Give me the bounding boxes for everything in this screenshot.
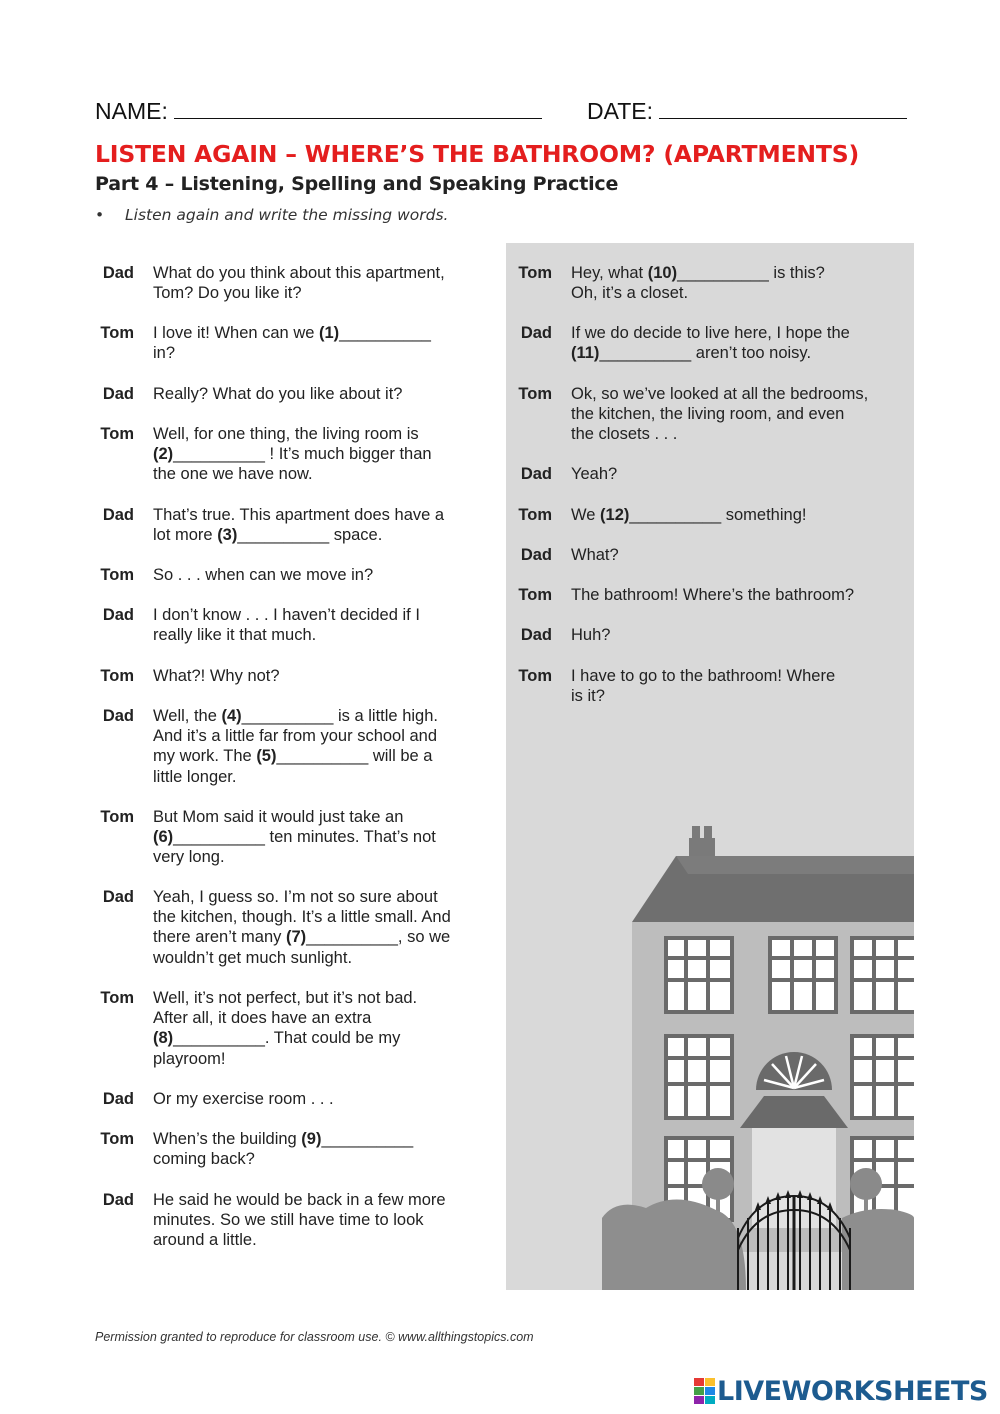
speaker-label: Dad (102, 506, 134, 524)
dialogue-text: really like it that much. (153, 626, 317, 645)
dialogue-text: Or my exercise room . . . (153, 1090, 334, 1108)
dialogue-line (571, 505, 806, 525)
dialogue-text: lot more (153, 526, 218, 545)
dialogue-text: playroom! (153, 1049, 226, 1068)
logo-tile (694, 1396, 704, 1404)
dialogue-line (153, 907, 451, 927)
answer-blank[interactable]: __________ will be a (276, 747, 433, 766)
dialogue-line (153, 847, 225, 867)
answer-blank[interactable]: __________ something! (629, 506, 807, 524)
logo-tile (694, 1378, 704, 1386)
blank-number: (5) (256, 747, 277, 766)
dialogue-text: The bathroom! Where’s the bathroom? (571, 586, 855, 604)
dialogue-text: If we do decide to live here, I hope the (571, 324, 850, 342)
dialogue-line (571, 283, 688, 303)
dialogue-line (153, 927, 450, 947)
dialogue-line (153, 263, 445, 283)
speaker-label: Tom (518, 506, 552, 524)
blank-number: (9) (301, 1130, 322, 1148)
speaker-label: Dad (520, 626, 552, 644)
speaker-label: Tom (518, 586, 552, 604)
dialogue-text: the kitchen, the living room, and even (571, 405, 845, 424)
speaker-label: Tom (518, 667, 552, 685)
dialogue-text: But Mom said it would just take an (153, 808, 404, 826)
logo-text: LIVEWORKSHEETS (717, 1375, 988, 1407)
dialogue-text: And it’s a little far from your school and (153, 727, 437, 746)
dialogue-line (153, 323, 431, 343)
instruction (95, 206, 448, 224)
dialogue-text: in? (153, 344, 176, 363)
dialogue-text: What?! Why not? (153, 667, 280, 685)
blank-number: (2) (153, 445, 174, 464)
dialogue-line (571, 625, 610, 645)
liveworksheets-icon (694, 1378, 715, 1405)
speaker-label: Tom (100, 667, 134, 685)
date-field[interactable] (659, 99, 907, 119)
answer-blank[interactable]: __________ (339, 324, 431, 342)
dialogue-line (153, 1190, 446, 1210)
dialogue-text: Well, for one thing, the living room is (153, 425, 419, 443)
answer-blank[interactable]: __________, so we (306, 928, 451, 947)
instruction-text: Listen again and write the missing words. (125, 206, 449, 224)
answer-blank[interactable]: __________ aren’t too noisy. (599, 344, 812, 363)
answer-blank[interactable]: __________ space. (237, 526, 383, 545)
dialogue-line (153, 726, 437, 746)
answer-blank[interactable]: __________ ten minutes. That’s not (173, 828, 436, 847)
answer-blank[interactable]: __________ (321, 1130, 414, 1148)
dialogue-line (153, 887, 438, 907)
dialogue-line (153, 827, 436, 847)
speaker-label: Dad (520, 324, 552, 342)
liveworksheets-logo[interactable] (694, 1374, 988, 1408)
speaker-label: Dad (102, 385, 134, 403)
dialogue-line (153, 505, 444, 525)
blank-number: (8) (153, 1029, 174, 1048)
blank-number: (10) (647, 264, 678, 282)
dialogue-text: After all, it does have an extra (153, 1009, 372, 1028)
speaker-label: Dad (102, 888, 134, 906)
logo-tile (705, 1396, 715, 1404)
speaker-label: Tom (518, 264, 552, 282)
dialogue-text: I have to go to the bathroom! Where (571, 667, 836, 685)
dialogue-line (153, 525, 382, 545)
dialogue-line (571, 666, 835, 686)
dialogue-line (571, 343, 811, 363)
speaker-label: Tom (100, 566, 134, 584)
dialogue-line (153, 625, 316, 645)
blank-number: (4) (221, 707, 242, 725)
dialogue-line (153, 666, 280, 686)
dialogue-text: Huh? (571, 626, 611, 644)
speaker-label: Dad (102, 707, 134, 725)
dialogue-line (153, 384, 402, 404)
dialogue-line (153, 706, 438, 726)
dialogue-text: Oh, it’s a closet. (571, 284, 689, 303)
dialogue-line (571, 404, 844, 424)
dialogue-line (153, 283, 302, 303)
dialogue-text: Well, the (153, 707, 222, 725)
dialogue-line (571, 263, 825, 283)
speaker-label: Tom (100, 1130, 134, 1148)
dialogue-text: We (571, 506, 601, 524)
date-label: DATE: (587, 98, 654, 124)
answer-blank[interactable]: __________ ! It’s much bigger than (173, 445, 432, 464)
dialogue-text: coming back? (153, 1150, 255, 1169)
speaker-label: Dad (102, 1191, 134, 1209)
dialogue-line (153, 444, 432, 464)
speaker-label: Dad (102, 1090, 134, 1108)
blank-number: (11) (571, 344, 600, 363)
speaker-label: Tom (100, 989, 134, 1007)
speaker-label: Dad (520, 546, 552, 564)
dialogue-text: wouldn’t get much sunlight. (153, 948, 353, 967)
dialogue-text: Really? What do you like about it? (153, 385, 403, 403)
speaker-label: Tom (100, 324, 134, 342)
dialogue-text: my work. The (153, 747, 257, 766)
name-label: NAME: (95, 98, 168, 124)
logo-tile (705, 1378, 715, 1386)
dialogue-text: very long. (153, 848, 225, 867)
dialogue-text: is it? (571, 687, 605, 706)
dialogue-line (153, 605, 420, 625)
dialogue-line (153, 807, 403, 827)
footer-permission: Permission granted to reproduce for classroom use. © www.allthingstopics.com (95, 1330, 534, 1344)
dialogue-text: Yeah? (571, 465, 618, 483)
dialogue-text: That’s true. This apartment does have a (153, 506, 445, 524)
dialogue-line (153, 1230, 257, 1250)
dialogue-text: Yeah, I guess so. I’m not so sure about (153, 888, 438, 906)
speaker-label: Dad (520, 465, 552, 483)
dialogue-text: What do you think about this apartment, (153, 264, 445, 282)
dialogue-text: minutes. So we still have time to look (153, 1211, 424, 1230)
dialogue-line (153, 343, 175, 363)
dialogue-text: I love it! When can we (153, 324, 319, 342)
dialogue-line (571, 545, 619, 565)
logo-tile (705, 1387, 715, 1395)
speaker-label: Dad (102, 606, 134, 624)
dialogue-text: Hey, what (571, 264, 648, 282)
dialogue-text: What? (571, 546, 619, 564)
dialogue-line (571, 464, 617, 484)
dialogue-line (571, 686, 605, 706)
bullet-icon: • (95, 206, 105, 224)
dialogue-line (153, 1089, 334, 1109)
dialogue-text: He said he would be back in a few more (153, 1191, 446, 1209)
speaker-label: Dad (102, 264, 134, 282)
worksheet-title: LISTEN AGAIN – WHERE’S THE BATHROOM? (APARTMENTS) (95, 140, 859, 168)
dialogue-text: I don’t know . . . I haven’t decided if I (153, 606, 420, 624)
blank-number: (6) (153, 828, 174, 847)
speaker-label: Tom (100, 808, 134, 826)
dialogue-text: Tom? Do you like it? (153, 284, 302, 303)
dialogue-line (153, 1149, 255, 1169)
dialogue-text: Well, it’s not perfect, but it’s not bad. (153, 989, 418, 1007)
answer-blank[interactable]: __________ is a little high. (241, 707, 438, 725)
dialogue-line (153, 767, 236, 787)
speaker-label: Tom (518, 385, 552, 403)
dialogue-line (153, 464, 313, 484)
dialogue-line (571, 384, 868, 404)
dialogue-text: So . . . when can we move in? (153, 566, 374, 584)
answer-blank[interactable]: __________. That could be my (173, 1029, 401, 1048)
name-date-line (95, 98, 915, 125)
dialogue-text: around a little. (153, 1231, 257, 1250)
dialogue-line (153, 1129, 413, 1149)
dialogue-text: When’s the building (153, 1130, 302, 1148)
dialogue-line (153, 1210, 424, 1230)
dialogue-text: Ok, so we’ve looked at all the bedrooms, (571, 385, 869, 403)
speaker-label: Tom (100, 425, 134, 443)
dialogue-line (571, 424, 677, 444)
worksheet-subtitle: Part 4 – Listening, Spelling and Speaking Practice (95, 173, 619, 195)
dialogue-line (153, 746, 432, 766)
dialogue-text: the one we have now. (153, 465, 313, 484)
answer-blank[interactable]: __________ is this? (677, 264, 825, 282)
dialogue-text: little longer. (153, 767, 237, 786)
dialogue-text: there aren’t many (153, 928, 286, 947)
dialogue-line (153, 948, 352, 968)
logo-tile (694, 1387, 704, 1395)
dialogue-line (153, 565, 373, 585)
blank-number: (1) (319, 324, 340, 342)
house-illustration (506, 818, 914, 1290)
blank-number: (3) (217, 526, 238, 545)
dialogue-text: the closets . . . (571, 425, 678, 444)
blank-number: (7) (285, 928, 307, 947)
dialogue-line (153, 988, 417, 1008)
dialogue-line (571, 585, 854, 605)
dialogue-line (571, 323, 850, 343)
name-field[interactable] (174, 99, 542, 119)
dialogue-line (153, 424, 419, 444)
dialogue-line (153, 1049, 225, 1069)
dialogue-text: the kitchen, though. It’s a little small. And (153, 908, 451, 927)
blank-number: (12) (600, 506, 630, 524)
dialogue-line (153, 1028, 400, 1048)
dialogue-line (153, 1008, 371, 1028)
